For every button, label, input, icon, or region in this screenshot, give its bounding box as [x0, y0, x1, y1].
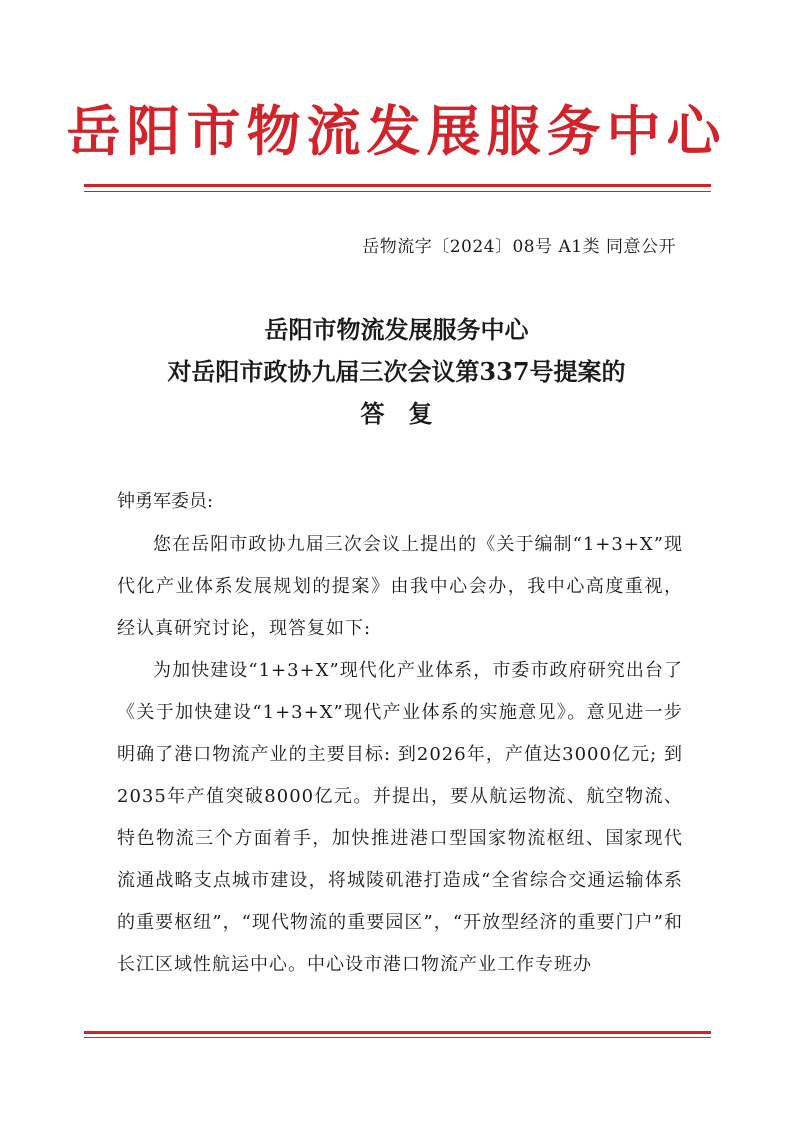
body-text — [117, 524, 683, 986]
footer-divider-thin — [84, 1037, 711, 1038]
document-number: 岳物流字〔2024〕08号 A1类 同意公开 — [362, 237, 676, 257]
header-divider-thick — [84, 184, 711, 187]
header-org-name: 岳阳市物流发展服务中心 — [66, 100, 727, 163]
title-line-2: 对岳阳市政协九届三次会议第337号提案的 — [167, 357, 626, 386]
title-line-1: 岳阳市物流发展服务中心 — [264, 315, 529, 344]
salutation: 钟勇军委员: — [117, 491, 214, 512]
paragraph-1: 您在岳阳市政协九届三次会议上提出的《关于编制“1+3+X”现代化产业体系发展规划的提案》由我中心会办，我中心高度重视，经认真研究讨论，现答复如下: — [117, 534, 683, 639]
footer-divider-thick — [84, 1031, 711, 1034]
header-divider-thin — [84, 191, 711, 192]
paragraph-2: 为加快建设“1+3+X”现代化产业体系，市委市政府研究出台了《关于加快建设“1+3+X”现代产业体系的实施意见》。意见进一步明确了港口物流产业的主要目标: 到2026年，产值达3000亿元; 到2035年产值突破8000亿元。并提出，要从航运物流、航空物流、特色物流三个方面着手，加快推进港口型国家物流枢纽、国家现代流通战略支点城市建设，将城陵矶港打造成“全省综合交通运输体系的重要枢纽”，“现代物流的重要园区”，“开放型经济的重要门户”和长江区域性航运中心。中心设市港口物流产业工作专班办 — [117, 660, 683, 975]
title-line-3: 答复 — [360, 399, 457, 428]
